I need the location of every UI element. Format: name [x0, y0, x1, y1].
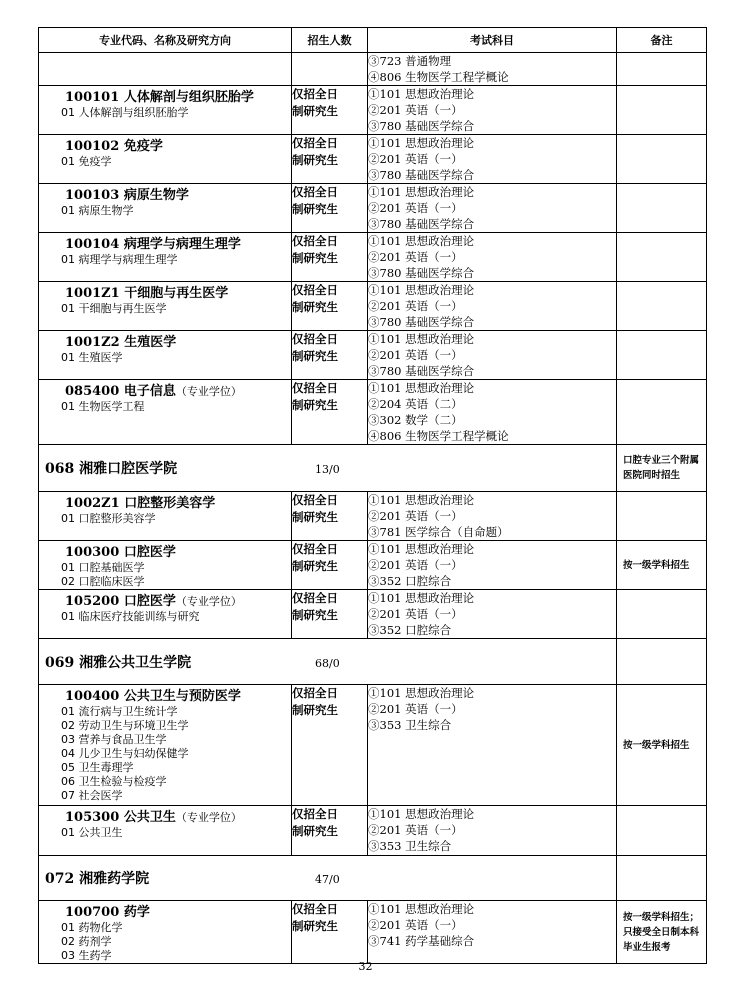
program-name: 生殖医学 [124, 335, 177, 350]
program-cell [39, 590, 292, 639]
college-name: 068 湘雅口腔医学院 [45, 461, 178, 477]
quota-line: 制研究生 [292, 398, 338, 412]
program-title [61, 384, 291, 400]
program-name: 病理学与病理生理学 [123, 237, 241, 252]
subjects-cell [368, 135, 617, 184]
program-title [61, 335, 291, 351]
quota-cell [292, 53, 368, 86]
exam-subject: ③302 数学（二） [368, 413, 463, 427]
exam-subject: ③741 药学基础综合 [368, 934, 475, 948]
program-row [39, 901, 707, 964]
quota-line: 仅招全日 [292, 185, 338, 199]
program-block [39, 901, 291, 963]
exam-subject: ③353 卫生综合 [368, 839, 452, 853]
note-cell [617, 184, 707, 233]
subjects-cell [368, 492, 617, 541]
program-block [39, 282, 291, 316]
program-row [39, 282, 707, 331]
subjects-cell [368, 233, 617, 282]
quota-cell [292, 135, 368, 184]
exam-subject: ③780 基础医学综合 [368, 266, 475, 280]
research-direction: 01 公共卫生 [61, 826, 123, 839]
exam-subject: ③352 口腔综合 [368, 574, 452, 588]
college-row [39, 445, 707, 492]
college-note [617, 856, 707, 901]
quota-cell [292, 685, 368, 806]
subjects-cell [368, 541, 617, 590]
college-cell [39, 445, 617, 492]
quota-line: 制研究生 [292, 202, 338, 216]
program-block [39, 380, 291, 414]
research-direction: 01 临床医疗技能训练与研究 [61, 610, 200, 623]
program-name: 干细胞与再生医学 [124, 286, 229, 301]
program-cell [39, 331, 292, 380]
program-code: 100400 [65, 689, 120, 704]
program-name: 电子信息 [123, 384, 176, 399]
program-tag: （专业学位） [175, 595, 242, 608]
exam-subject: ③353 卫生综合 [368, 718, 452, 732]
research-direction: 03 营养与食品卫生学 [61, 733, 167, 746]
exam-subject: ①101 思想政治理论 [368, 591, 475, 605]
subjects-cell [368, 331, 617, 380]
program-tag: （专业学位） [175, 811, 242, 824]
exam-subject: ②201 英语（一） [368, 702, 463, 716]
college-count: 47/0 [315, 873, 340, 886]
exam-subject: ②201 英语（一） [368, 299, 463, 313]
program-cell [39, 492, 292, 541]
continuation-row [39, 53, 707, 86]
program-block [39, 184, 291, 218]
quota-line: 制研究生 [292, 608, 338, 622]
exam-subject: ③780 基础医学综合 [368, 119, 475, 133]
program-title [61, 188, 291, 204]
exam-subject: ②201 英语（一） [368, 250, 463, 264]
college-row [39, 856, 707, 901]
exam-subject: ①101 思想政治理论 [368, 283, 475, 297]
quota-line: 制研究生 [292, 300, 338, 314]
exam-subject: ①101 思想政治理论 [368, 493, 475, 507]
college-note [617, 639, 707, 685]
quota-line: 仅招全日 [292, 591, 338, 605]
program-row [39, 233, 707, 282]
program-cell [39, 53, 292, 86]
program-title [61, 237, 291, 253]
header-program: 专业代码、名称及研究方向 [39, 28, 292, 53]
program-code: 105300 [65, 810, 120, 825]
quota-cell [292, 282, 368, 331]
quota-line: 仅招全日 [292, 807, 338, 821]
quota-line: 仅招全日 [292, 381, 338, 395]
program-cell [39, 901, 292, 964]
college-cell [39, 856, 617, 901]
quota-line: 仅招全日 [292, 493, 338, 507]
page-number: 32 [358, 960, 373, 973]
exam-subject: ①101 思想政治理论 [368, 87, 475, 101]
note-cell [617, 806, 707, 856]
note-cell: 按一级学科招生；只接受全日制本科毕业生报考 [617, 901, 707, 964]
quota-cell [292, 590, 368, 639]
subjects-cell [368, 86, 617, 135]
exam-subject: ①101 思想政治理论 [368, 902, 475, 916]
quota-cell [292, 541, 368, 590]
exam-subject: ②201 英语（一） [368, 509, 463, 523]
table-body [39, 53, 707, 964]
research-direction: 01 免疫学 [61, 155, 112, 168]
subjects-cell [368, 806, 617, 856]
note-cell [617, 135, 707, 184]
research-direction: 07 社会医学 [61, 789, 123, 802]
program-block [39, 331, 291, 365]
exam-subject: ③780 基础医学综合 [368, 168, 475, 182]
header-quota: 招生人数 [292, 28, 368, 53]
exam-subject: ④806 生物医学工程学概论 [368, 429, 509, 443]
quota-line: 制研究生 [292, 703, 338, 717]
program-block [39, 135, 291, 169]
program-code: 100103 [65, 188, 120, 203]
exam-subject: ①101 思想政治理论 [368, 381, 475, 395]
program-row [39, 331, 707, 380]
quota-line: 仅招全日 [292, 283, 338, 297]
quota-line: 制研究生 [292, 104, 338, 118]
program-row [39, 541, 707, 590]
exam-subject: ①101 思想政治理论 [368, 332, 475, 346]
research-direction: 01 病原生物学 [61, 204, 134, 217]
note-cell [617, 53, 707, 86]
program-title [61, 286, 291, 302]
program-cell [39, 86, 292, 135]
program-block [39, 86, 291, 120]
quota-line: 仅招全日 [292, 902, 338, 916]
program-title [61, 689, 291, 705]
exam-subject: ③781 医学综合（自命题） [368, 525, 509, 539]
exam-subject: ①101 思想政治理论 [368, 807, 475, 821]
exam-subject: ②201 英语（一） [368, 823, 463, 837]
program-block [39, 492, 291, 526]
program-block [39, 806, 291, 840]
program-cell [39, 685, 292, 806]
quota-line: 制研究生 [292, 559, 338, 573]
program-name: 口腔医学 [123, 545, 176, 560]
program-name: 人体解剖与组织胚胎学 [123, 90, 254, 105]
quota-cell [292, 492, 368, 541]
program-name: 口腔整形美容学 [124, 496, 216, 511]
header-subjects: 考试科目 [368, 28, 617, 53]
quota-line: 仅招全日 [292, 136, 338, 150]
quota-cell [292, 901, 368, 964]
quota-line: 仅招全日 [292, 87, 338, 101]
subjects-cell [368, 53, 617, 86]
program-name: 公共卫生 [123, 810, 176, 825]
quota-line: 制研究生 [292, 510, 338, 524]
program-cell [39, 233, 292, 282]
exam-subject: ③780 基础医学综合 [368, 217, 475, 231]
research-direction: 01 流行病与卫生统计学 [61, 705, 178, 718]
program-cell [39, 184, 292, 233]
note-cell: 按一级学科招生 [617, 685, 707, 806]
research-direction: 02 口腔临床医学 [61, 575, 145, 588]
exam-subject: ②204 英语（二） [368, 397, 463, 411]
program-block [39, 590, 291, 624]
program-row [39, 492, 707, 541]
college-name: 069 湘雅公共卫生学院 [45, 654, 192, 671]
program-cell [39, 541, 292, 590]
program-name: 免疫学 [123, 139, 163, 154]
research-direction: 01 口腔基础医学 [61, 561, 145, 574]
college-count: 13/0 [315, 463, 340, 476]
exam-subject: ③723 普通物理 [368, 54, 452, 68]
research-direction: 01 干细胞与再生医学 [61, 302, 167, 315]
note-cell [617, 590, 707, 639]
research-direction: 06 卫生检验与检疫学 [61, 775, 167, 788]
exam-subject: ③780 基础医学综合 [368, 364, 475, 378]
program-code: 100300 [65, 545, 120, 560]
exam-subject: ①101 思想政治理论 [368, 234, 475, 248]
quota-line: 仅招全日 [292, 234, 338, 248]
quota-cell [292, 380, 368, 445]
subjects-cell [368, 590, 617, 639]
quota-cell [292, 331, 368, 380]
research-direction: 01 生殖医学 [61, 351, 123, 364]
program-block [39, 233, 291, 267]
quota-line: 仅招全日 [292, 686, 338, 700]
quota-cell [292, 233, 368, 282]
research-direction: 01 生物医学工程 [61, 400, 145, 413]
note-cell [617, 492, 707, 541]
exam-subject: ②201 英语（一） [368, 152, 463, 166]
quota-line: 制研究生 [292, 251, 338, 265]
research-direction: 03 生药学 [61, 949, 112, 962]
program-code: 100102 [65, 139, 120, 154]
quota-line: 仅招全日 [292, 332, 338, 346]
program-tag: （专业学位） [175, 385, 242, 398]
exam-subject: ①101 思想政治理论 [368, 185, 475, 199]
exam-subject: ①101 思想政治理论 [368, 542, 475, 556]
program-row [39, 184, 707, 233]
program-title [61, 545, 291, 561]
program-code: 100104 [65, 237, 120, 252]
program-code: 1001Z2 [65, 335, 120, 350]
program-cell [39, 806, 292, 856]
program-cell [39, 282, 292, 331]
research-direction: 01 人体解剖与组织胚胎学 [61, 106, 189, 119]
program-cell [39, 380, 292, 445]
note-cell: 按一级学科招生 [617, 541, 707, 590]
program-row [39, 380, 707, 445]
program-row [39, 135, 707, 184]
note-cell [617, 86, 707, 135]
quota-cell [292, 86, 368, 135]
college-cell [39, 639, 617, 685]
college-row [39, 639, 707, 685]
program-title [61, 90, 291, 106]
note-cell [617, 282, 707, 331]
exam-subject: ②201 英语（一） [368, 348, 463, 362]
college-note: 口腔专业三个附属医院同时招生 [617, 445, 707, 492]
exam-subject: ②201 英语（一） [368, 558, 463, 572]
research-direction: 02 劳动卫生与环境卫生学 [61, 719, 189, 732]
admissions-table [38, 27, 707, 964]
program-row [39, 806, 707, 856]
college-count: 68/0 [315, 656, 340, 670]
program-code: 085400 [65, 384, 120, 399]
quota-line: 制研究生 [292, 824, 338, 838]
exam-subject: ③352 口腔综合 [368, 623, 452, 637]
program-cell [39, 135, 292, 184]
quota-line: 仅招全日 [292, 542, 338, 556]
program-title [61, 810, 291, 826]
program-code: 1001Z1 [65, 286, 120, 301]
college-name: 072 湘雅药学院 [45, 871, 150, 887]
program-title [61, 496, 291, 512]
subjects-cell [368, 184, 617, 233]
research-direction: 02 药剂学 [61, 935, 112, 948]
subjects-cell [368, 685, 617, 806]
exam-subject: ③780 基础医学综合 [368, 315, 475, 329]
program-code: 100700 [65, 905, 120, 920]
program-title [61, 594, 291, 610]
program-block [39, 541, 291, 589]
note-cell [617, 380, 707, 445]
program-block [39, 685, 291, 803]
quota-line: 制研究生 [292, 153, 338, 167]
research-direction: 04 儿少卫生与妇幼保健学 [61, 747, 189, 760]
program-title [61, 139, 291, 155]
program-code: 105200 [65, 594, 120, 609]
exam-subject: ②201 英语（一） [368, 918, 463, 932]
subjects-cell [368, 282, 617, 331]
header-notes: 备注 [617, 28, 707, 53]
quota-line: 制研究生 [292, 349, 338, 363]
program-row [39, 685, 707, 806]
program-name: 病原生物学 [123, 188, 189, 203]
exam-subject: ②201 英语（一） [368, 201, 463, 215]
exam-subject: ②201 英语（一） [368, 103, 463, 117]
exam-subject: ①101 思想政治理论 [368, 136, 475, 150]
research-direction: 01 药物化学 [61, 921, 123, 934]
program-row [39, 86, 707, 135]
quota-line: 制研究生 [292, 919, 338, 933]
program-code: 1002Z1 [65, 496, 120, 511]
note-cell [617, 331, 707, 380]
program-name: 口腔医学 [123, 594, 176, 609]
quota-cell [292, 806, 368, 856]
program-title [61, 905, 291, 921]
research-direction: 01 病理学与病理生理学 [61, 253, 178, 266]
program-code: 100101 [65, 90, 120, 105]
subjects-cell [368, 380, 617, 445]
program-row [39, 590, 707, 639]
research-direction: 05 卫生毒理学 [61, 761, 134, 774]
subjects-cell [368, 901, 617, 964]
exam-subject: ④806 生物医学工程学概论 [368, 70, 509, 84]
exam-subject: ①101 思想政治理论 [368, 686, 475, 700]
program-name: 公共卫生与预防医学 [123, 689, 241, 704]
note-cell [617, 233, 707, 282]
quota-cell [292, 184, 368, 233]
exam-subject: ②201 英语（一） [368, 607, 463, 621]
program-name: 药学 [123, 905, 150, 920]
research-direction: 01 口腔整形美容学 [61, 512, 156, 525]
table-header-row [39, 28, 707, 53]
